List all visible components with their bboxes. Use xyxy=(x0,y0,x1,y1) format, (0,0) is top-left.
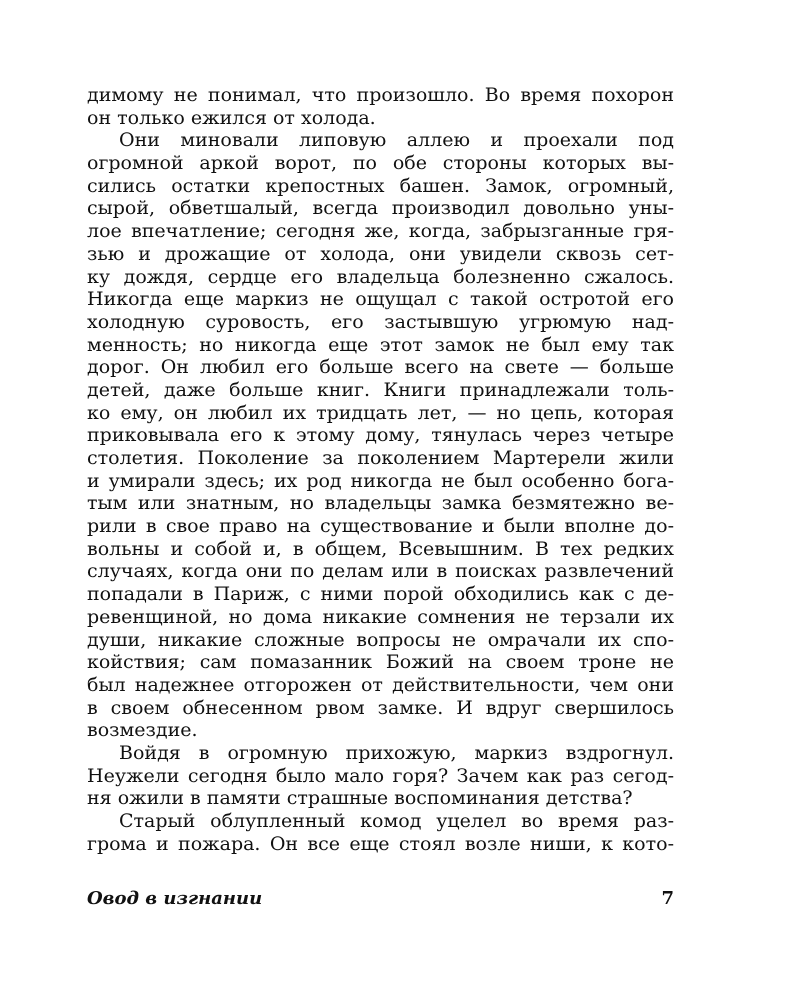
text-line: ревенщиной, но дома никакие сомнения не терзали их xyxy=(87,605,674,628)
page-number: 7 xyxy=(661,888,674,909)
text-line: грома и пожара. Он все еще стоял возле ниши, к кото- xyxy=(87,832,674,855)
text-line: сырой, обветшалый, всегда производил довольно уны- xyxy=(87,197,674,220)
running-title: Овод в изгнании xyxy=(87,888,263,909)
text-line: Неужели сегодня было мало горя? Зачем как раз сегод- xyxy=(87,764,674,787)
text-line: вольны и собой и, в общем, Всевышним. В тех редких xyxy=(87,537,674,560)
text-line: в своем обнесенном рвом замке. И вдруг свершилось xyxy=(87,696,674,719)
text-line: менность; но никогда еще этот замок не был ему так xyxy=(87,333,674,356)
text-line: Старый облупленный комод уцелел во время раз- xyxy=(119,810,674,832)
text-line: Они миновали липовую аллею и проехали под xyxy=(119,129,674,152)
text-line: холодную суровость, его застывшую угрюмую над- xyxy=(87,310,674,333)
text-line: детей, даже больше книг. Книги принадлежали толь- xyxy=(87,378,674,401)
text-line: тым или знатным, но владельцы замка безмятежно ве- xyxy=(87,492,674,515)
text-line: столетия. Поколение за поколением Мартерели жили xyxy=(87,447,674,469)
text-line: возмездие. xyxy=(87,719,198,742)
text-line: случаях, когда они по делам или в поисках развлечений xyxy=(87,560,674,583)
text-line: и умирали здесь; их род никогда не был особенно бога- xyxy=(87,469,674,492)
text-line: ку дождя, сердце его владельца болезненно сжалось. xyxy=(87,265,674,288)
text-line: сились остатки крепостных башен. Замок, огромный, xyxy=(87,174,674,197)
text-line: ко ему, он любил их тридцать лет, — но цепь, которая xyxy=(87,401,674,424)
page-text xyxy=(87,84,674,855)
text-line: попадали в Париж, с ними порой обходились как с де- xyxy=(87,583,674,606)
text-line: ня ожили в памяти страшные воспоминания детства? xyxy=(87,787,633,810)
text-line: был надежнее отгорожен от действительности, чем они xyxy=(87,673,674,696)
text-line: Никогда еще маркиз не ощущал с такой остротой его xyxy=(87,288,674,311)
text-line: души, никакие сложные вопросы не омрачали их спо- xyxy=(87,628,674,651)
page-footer xyxy=(87,888,674,914)
text-line: койствия; сам помазанник Божий на своем троне не xyxy=(87,651,674,674)
text-line: димому не понимал, что произошло. Во время похорон xyxy=(87,84,674,106)
text-line: он только ежился от холода. xyxy=(87,106,376,129)
text-line: рили в свое право на существование и были вполне до- xyxy=(87,515,674,538)
text-line: огромной аркой ворот, по обе стороны которых вы- xyxy=(87,152,674,175)
text-line: зью и дрожащие от холода, они увидели сквозь сет- xyxy=(87,242,674,265)
text-line: лое впечатление; сегодня же, когда, забрызганные гря- xyxy=(87,220,674,243)
text-line: дорог. Он любил его больше всего на свете — больше xyxy=(87,356,674,379)
text-line: Войдя в огромную прихожую, маркиз вздрогнул. xyxy=(119,741,674,764)
text-line: приковывала его к этому дому, тянулась через четыре xyxy=(87,424,674,447)
